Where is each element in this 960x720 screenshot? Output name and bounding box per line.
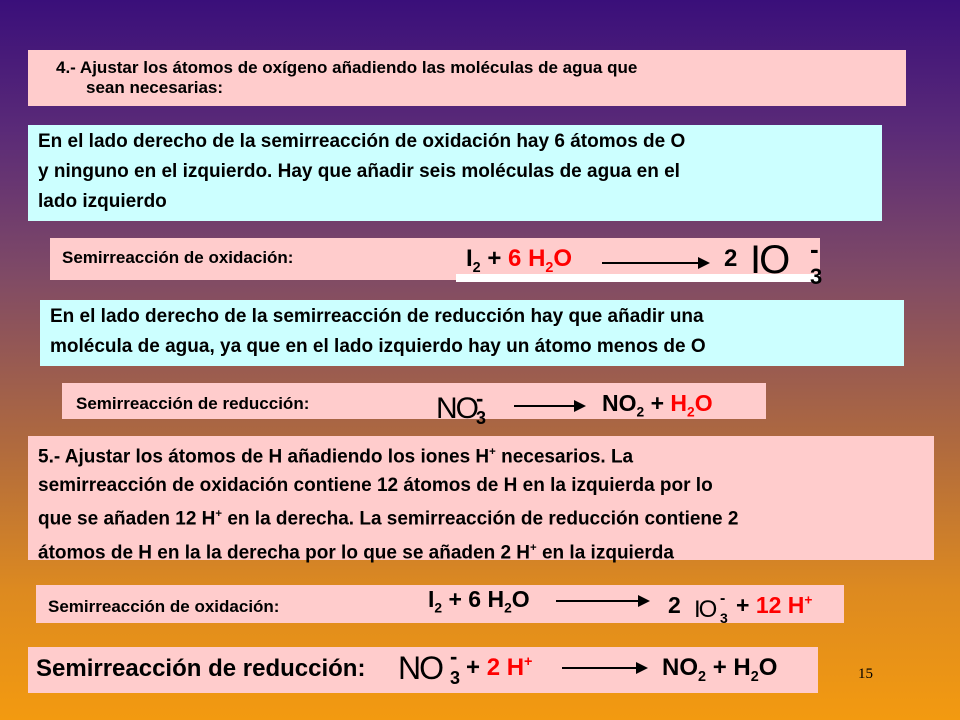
eq2-label [76, 394, 309, 414]
eq1-iodine: I [466, 245, 473, 272]
eq4-water-sub: 2 [750, 668, 759, 685]
oxidation-text-line: lado izquierdo [38, 191, 167, 212]
eq2-water-h: H [670, 390, 688, 416]
eq1-ion-charge: - [810, 234, 819, 264]
eq4-arrow [562, 667, 646, 669]
step5-l3b: en la derecha. La semirreacción de reducción contiene 2 [222, 508, 739, 530]
eq1-iodate-ion [750, 234, 823, 289]
eq1-water-h: 6 H [508, 245, 546, 272]
eq3-water-o: O [511, 586, 530, 612]
eq4-hydrogen [466, 654, 532, 682]
eq3-iodine: I [428, 586, 435, 612]
eq1-label: Semirreacción de oxidación: [62, 248, 294, 267]
eq2-products [602, 390, 713, 420]
step4-line2: sean necesarias: [86, 78, 224, 97]
reduction-text-line: molécula de agua, ya que en el lado izquierdo hay un átomo menos de O [50, 336, 706, 357]
eq1-iodine-sub: 2 [472, 259, 481, 276]
eq4-ion-charge: - [450, 644, 458, 669]
eq3-coef: 2 [668, 592, 681, 618]
eq4-no2: NO [662, 654, 698, 681]
eq4-nitrate-ion [398, 644, 461, 688]
eq2-label-text: Semirreacción de reducción [76, 394, 304, 413]
eq3-h-sup: + [804, 592, 813, 608]
eq2-label-colon: : [303, 394, 310, 413]
reduction-text-box [40, 300, 904, 366]
eq3-water-sub: 2 [504, 600, 512, 616]
eq3-arrow [556, 600, 648, 602]
eq2-no2-sub: 2 [636, 404, 645, 420]
page-number: 15 [858, 666, 873, 682]
eq1-water-sub: 2 [545, 259, 554, 276]
eq3-ion-symbol: IO [694, 596, 716, 623]
eq4-label: Semirreacción de reducción: [36, 655, 366, 682]
step5-l3-sup: + [215, 508, 223, 521]
step5-l4a: átomos de H en la la derecha por lo que se añaden 2 H [38, 541, 531, 563]
eq3-iodate-ion [694, 590, 728, 626]
eq3-hydrogen [736, 592, 812, 619]
reduction-text-line: En el lado derecho de la semirreacción de reducción hay que añadir una [50, 306, 704, 327]
eq1-reactants [466, 245, 572, 276]
eq2-water [670, 390, 713, 420]
eq2-ion-symbol: NO [436, 392, 477, 425]
eq1-ion-symbol: IO [750, 238, 789, 282]
step5-l3a: que se añaden 12 H [38, 508, 216, 530]
eq3-ion-sub: 3 [720, 610, 728, 626]
step5-line [38, 534, 924, 567]
eq4-no2-sub: 2 [698, 668, 707, 685]
eq4-ion-sub: 3 [450, 668, 461, 688]
eq4-plus: + [466, 654, 481, 681]
eq3-plus: + [736, 592, 750, 618]
step5-line [38, 500, 924, 533]
eq3-label: Semirreacción de oxidación: [48, 597, 280, 616]
oxidation-text-line: y ninguno en el izquierdo. Hay que añadir seis moléculas de agua en el [38, 161, 680, 182]
oxidation-text-box [28, 125, 882, 221]
step5-l4-sup: + [530, 541, 537, 554]
step5-box [28, 436, 934, 563]
eq4-h-text: 2 H [486, 654, 525, 681]
step5-l1-sup: + [489, 446, 496, 458]
eq4-products [662, 654, 777, 685]
step5-line: semirreacción de oxidación contiene 12 átomos de H en la izquierda por lo [38, 475, 713, 497]
eq1-coef: 2 [724, 245, 738, 272]
eq2-water-sub: 2 [687, 404, 695, 420]
eq3-ion-charge: - [720, 590, 726, 607]
eq3-h [756, 592, 813, 618]
eq2-ion-sub: 3 [476, 408, 487, 428]
eq1-arrow [602, 262, 708, 264]
step5-l1b: necesarios. La [495, 446, 634, 468]
eq2-ion-charge: - [476, 386, 484, 411]
eq1-plus: + [487, 245, 502, 272]
step4-box [28, 50, 906, 106]
eq3-iodine-sub: 2 [434, 600, 443, 616]
eq3-h-text: 12 H [755, 592, 805, 618]
eq3-water: + 6 H [442, 586, 505, 612]
step5-l1a: 5.- Ajustar los átomos de H añadiendo los iones H [38, 446, 490, 468]
eq2-plus: + [650, 390, 665, 416]
eq1-water [508, 245, 573, 276]
eq3-reactants [428, 586, 530, 616]
eq2-water-o: O [694, 390, 713, 416]
eq4-water-o: O [758, 654, 778, 681]
oxidation-text-line: En el lado derecho de la semirreacción de oxidación hay 6 átomos de O [38, 131, 686, 152]
eq2-arrow [514, 405, 584, 407]
eq2-no2: NO [602, 390, 637, 416]
step5-l4b: en la izquierda [536, 541, 674, 563]
eq4-h-sup: + [524, 654, 533, 670]
eq4-h [487, 654, 533, 681]
eq4-water: + H [712, 654, 751, 681]
eq4-ion-symbol: NO [398, 650, 442, 686]
eq1-water-o: O [553, 245, 573, 272]
step5-line [38, 438, 924, 471]
eq2-nitrate-ion [436, 386, 487, 428]
eq1-ion-sub: 3 [810, 264, 823, 289]
step4-line1: 4.- Ajustar los átomos de oxígeno añadiendo las moléculas de agua que [56, 58, 638, 77]
